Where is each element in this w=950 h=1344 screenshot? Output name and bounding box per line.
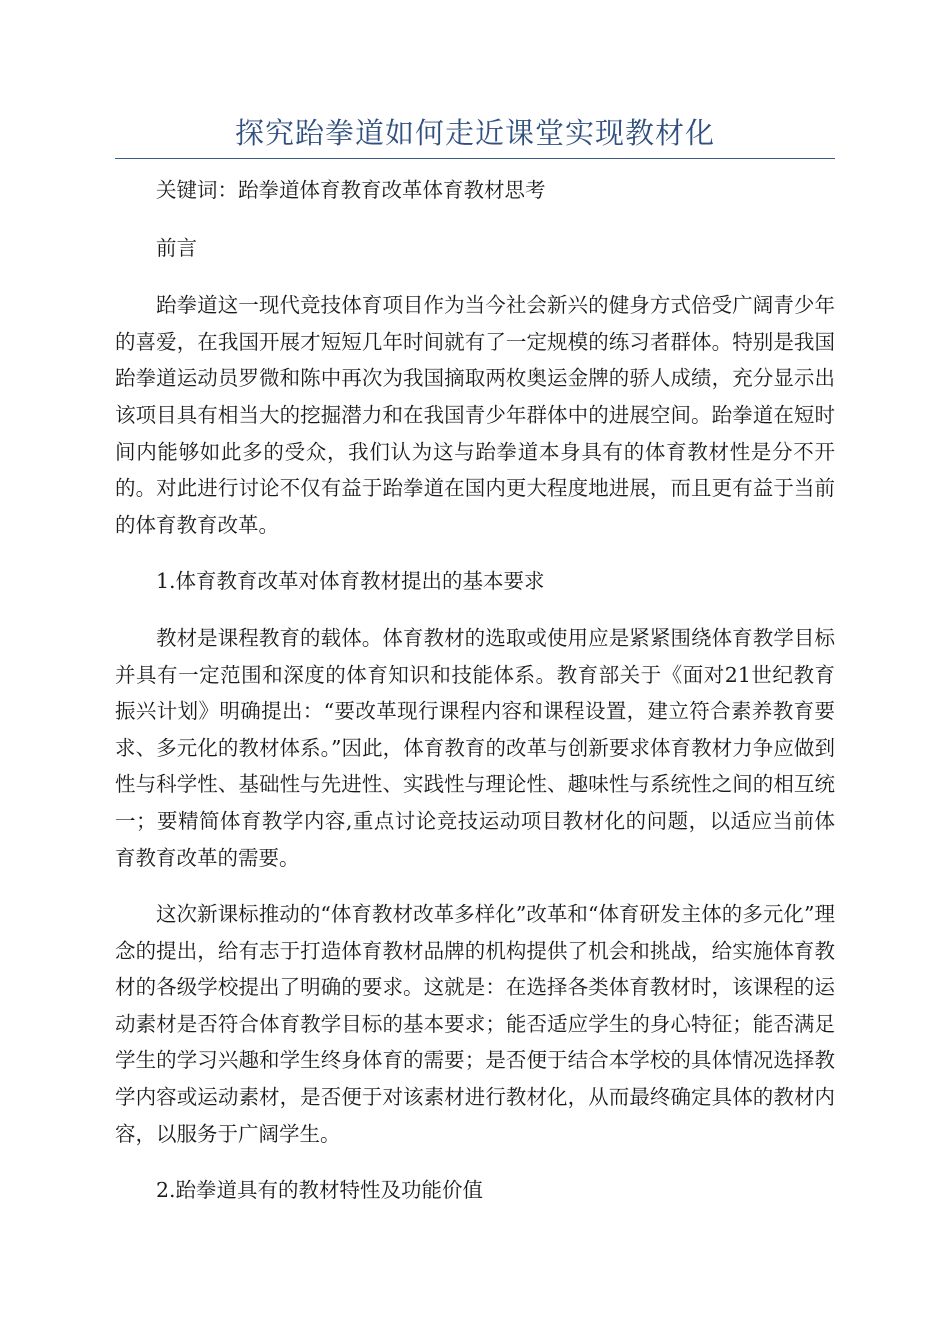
paragraph-2: 教材是课程教育的载体。体育教材的选取或使用应是紧紧围绕体育教学目标并具有一定范围和深度的体育知识和技能体系。教育部关于《面对21世纪教育振兴计划》明确提出：“要改革现行课程内容和课程设置，建立符合素养教育要求、多元化的教材体系。”因此，体育教育的改革与创新要求体育教材力争应做到性与科学性、基础性与先进性、实践性与理论性、趣味性与系统性之间的相互统一；要精简体育教学内容,重点讨论竞技运动项目教材化的问题，以适应当前体育教育改革的需要。	[115, 625, 835, 870]
paragraph-3: 这次新课标推动的“体育教材改革多样化”改革和“体育研发主体的多元化”理念的提出，给有志于打造体育教材品牌的机构提供了机会和挑战，给实施体育教材的各级学校提出了明确的要求。这就是：在选择各类体育教材时，该课程的运动素材是否符合体育教学目标的基本要求；能否适应学生的身心特征；能否满足学生的学习兴趣和学生终身体育的需要；是否便于结合本学校的具体情况选择教学内容或运动素材，是否便于对该素材进行教材化，从而最终确定具体的教材内容，以服务于广阔学生。	[115, 902, 835, 1146]
keywords-line: 关键词：跆拳道体育教育改革体育教材思考	[156, 178, 546, 202]
preface-heading: 前言	[156, 235, 197, 260]
section-heading-2: 2.跆拳道具有的教材特性及功能价值	[156, 1178, 484, 1203]
paragraph-1: 跆拳道这一现代竞技体育项目作为当今社会新兴的健身方式倍受广阔青少年的喜爱，在我国开展才短短几年时间就有了一定规模的练习者群体。特别是我国跆拳道运动员罗微和陈中再次为我国摘取两枚奥运金牌的骄人成绩，充分显示出该项目具有相当大的挖掘潜力和在我国青少年群体中的进展空间。跆拳道在短时间内能够如此多的受众，我们认为这与跆拳道本身具有的体育教材性是分不开的。对此进行讨论不仅有益于跆拳道在国内更大程度地进展，而且更有益于当前的体育教育改革。	[115, 293, 835, 537]
document-body	[115, 172, 835, 1209]
section-heading-1: 1.体育教育改革对体育教材提出的基本要求	[156, 569, 545, 594]
title-block	[115, 112, 835, 159]
document-title: 探究跆拳道如何走近课堂实现教材化	[234, 116, 715, 150]
